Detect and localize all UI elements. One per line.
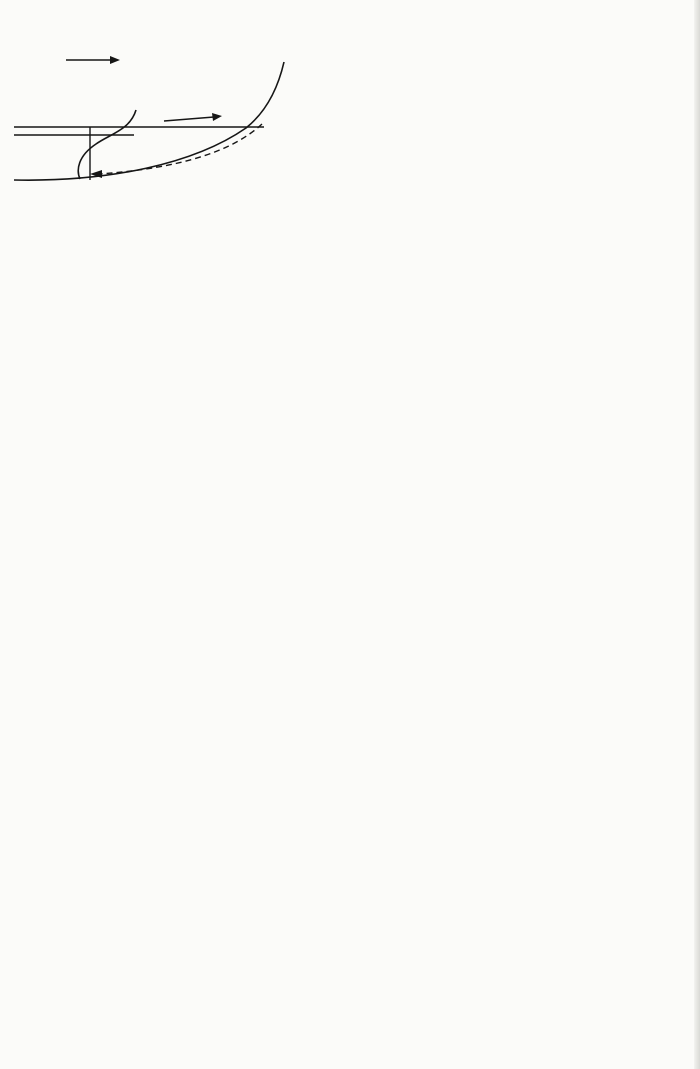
figure-row — [14, 8, 682, 260]
wind-current-arrow — [164, 113, 222, 121]
caption-line — [14, 198, 286, 214]
lake-bottom-curve — [14, 62, 284, 180]
text-column-beside-figure — [304, 8, 682, 260]
caption-line — [14, 213, 286, 229]
figure-7-9-diagram — [14, 32, 286, 182]
velocity-profile-curve — [78, 110, 136, 179]
lake-basin-outline — [14, 60, 286, 135]
caption-line — [14, 182, 286, 198]
book-page — [14, 8, 682, 260]
page-edge-shadow — [694, 0, 700, 1069]
caption-line — [14, 229, 286, 245]
figure-caption — [14, 182, 304, 260]
wind-arrow — [66, 56, 120, 64]
compensation-current-arrow — [99, 124, 262, 174]
caption-line — [14, 244, 286, 260]
figure-column — [14, 8, 304, 260]
